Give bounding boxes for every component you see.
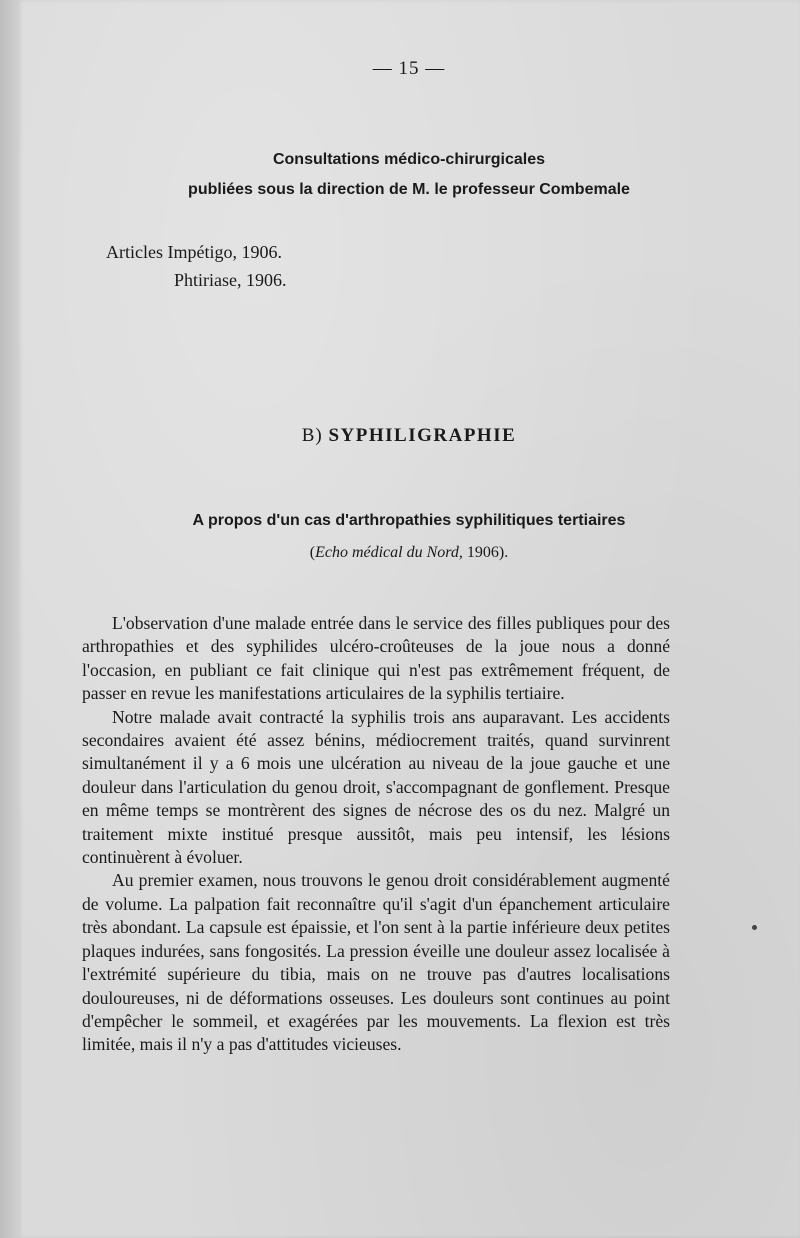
section-heading — [18, 425, 800, 447]
paragraph-2: Notre malade avait contracté la syphilis trois ans auparavant. Les accidents secondaires avaient été assez bénins, médiocrement traités, quand survinrent simultanément il y a 6 mois une ulcération au niveau de la joue gauche et une douleur dans l'articulation du genou droit, s'accompagnant de gonflement. Presque en même temps se montrèrent des signes de nécrose des os du nez. Malgré un traitement mixte institué presque aussitôt, mais peu intensif, les lésions continuèrent à évoluer. — [82, 706, 670, 868]
articles-list — [106, 238, 287, 294]
page-left-margin — [0, 0, 18, 1238]
article-source-rest: , 1906). — [458, 544, 509, 561]
paragraph-3: Au premier examen, nous trouvons le genou droit considérablement augmenté de volume. La palpation fait reconnaître qu'il s'agit d'un épanchement articulaire très abondant. La capsule est épaissie, et l'on sent à la partie inférieure deux petites plaques indurées, sans fongosités. La pression éveille une douleur assez localisée à l'extrémité supérieure du tibia, mais on ne trouve pas d'autres localisations douloureuses, ni de déformations osseuses. Les douleurs sont continues au point d'empêcher le sommeil, et exagérées par les mouvements. La flexion est très limitée, mais il n'y a pas d'attitudes vicieuses. — [82, 870, 670, 1055]
paragraph-1: L'observation d'une malade entrée dans le service des filles publiques pour des arthropathies et des syphilides ulcéro-croûteuses de la joue nous a donné l'occasion, en publiant ce fait clinique qui n'est pas extrêmement fréquent, de passer en revue les manifestations articulaires de la syphilis tertiaire. — [82, 613, 670, 704]
section-prefix: B) — [301, 425, 323, 446]
consultations-heading — [18, 145, 800, 205]
consultations-line-1: Consultations médico-chirurgicales — [272, 151, 546, 168]
article-item-phtiriase: Phtiriase, 1906. — [174, 270, 287, 290]
article-source-open: ( — [309, 544, 316, 561]
page-number: — 15 — — [372, 58, 446, 79]
article-source — [18, 544, 800, 562]
article-source-journal: Echo médical du Nord — [315, 544, 459, 561]
consultations-line-2: publiées sous la direction de M. le professeur Combemale — [188, 181, 630, 198]
ink-speck — [752, 925, 757, 930]
article-body — [82, 612, 670, 1057]
article-item-impetigo: Articles Impétigo, 1906. — [106, 242, 282, 262]
section-title: SYPHILIGRAPHIE — [328, 425, 517, 446]
article-title: A propos d'un cas d'arthropathies syphilitiques tertiaires — [192, 512, 626, 529]
document-page — [18, 0, 800, 1238]
